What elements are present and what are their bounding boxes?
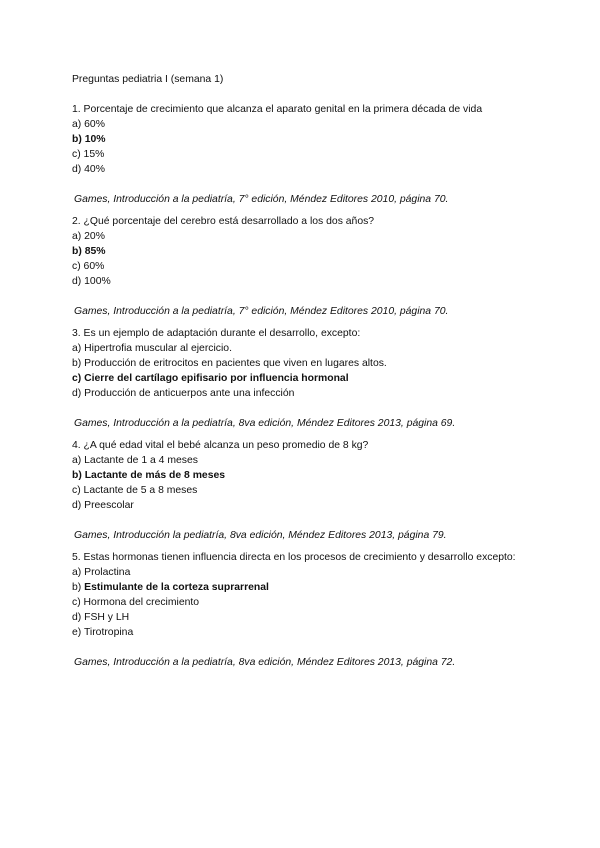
option-c-correct (72, 371, 532, 386)
option-value: Hipertrofia muscular al ejercicio. (84, 343, 232, 354)
option-value: 15% (83, 149, 105, 160)
question-text: 5. Estas hormonas tienen influencia directa en los procesos de crecimiento y desarrollo excepto: (72, 552, 516, 563)
option-a (72, 453, 532, 468)
reference-citation: Games, Introducción a la pediatría, 7° edición, Méndez Editores 2010, página 70. (74, 306, 449, 317)
option-c (72, 259, 532, 274)
option-label: b) (72, 246, 85, 257)
question-5 (72, 550, 532, 670)
option-label: d) (72, 276, 85, 287)
option-value: Cierre del cartílago epifisario por influencia hormonal (84, 373, 349, 384)
option-value: Tirotropina (83, 627, 134, 638)
option-value: Lactante de más de 8 meses (84, 470, 226, 481)
option-label: e) (72, 627, 84, 638)
option-a (72, 117, 532, 132)
option-a (72, 341, 532, 356)
option-label: d) (72, 612, 85, 623)
reference-citation: Games, Introducción a la pediatría, 8va edición, Méndez Editores 2013, página 72. (74, 657, 456, 668)
option-value: Producción de anticuerpos ante una infección (84, 388, 295, 399)
option-label: a) (72, 567, 85, 578)
option-d (72, 386, 532, 401)
reference-citation: Games, Introducción a la pediatría, 8va edición, Méndez Editores 2013, página 69. (74, 418, 456, 429)
option-value: Lactante de 1 a 4 meses (84, 455, 198, 466)
option-label: a) (72, 343, 85, 354)
question-1 (72, 102, 532, 207)
reference-citation: Games, Introducción a la pediatría, 7° edición, Méndez Editores 2010, página 70. (74, 194, 449, 205)
option-value: 85% (84, 246, 106, 257)
option-label: a) (72, 455, 85, 466)
option-value: 20% (84, 231, 105, 242)
option-label: c) (72, 373, 85, 384)
option-b-correct (72, 132, 532, 147)
option-value: FSH y LH (84, 612, 130, 623)
option-a (72, 229, 532, 244)
option-b (72, 356, 532, 371)
option-value: Prolactina (84, 567, 131, 578)
option-label: c) (72, 261, 84, 272)
option-value: 100% (84, 276, 111, 287)
question-2 (72, 214, 532, 319)
option-c (72, 483, 532, 498)
option-c (72, 147, 532, 162)
option-label: a) (72, 231, 85, 242)
question-4 (72, 438, 532, 543)
option-value: 60% (83, 261, 105, 272)
option-value: Producción de eritrocitos en pacientes que viven en lugares altos. (84, 358, 387, 369)
option-label: c) (72, 485, 84, 496)
option-b-correct (72, 468, 532, 483)
reference-citation: Games, Introducción la pediatría, 8va edición, Méndez Editores 2013, página 79. (74, 530, 447, 541)
option-value: Estimulante de la corteza suprarrenal (84, 582, 269, 593)
option-value: 60% (84, 119, 105, 130)
option-b-correct (72, 244, 532, 259)
option-value: 10% (84, 134, 106, 145)
option-label: d) (72, 388, 85, 399)
option-label: b) (72, 582, 85, 593)
option-label: b) (72, 358, 85, 369)
option-label: d) (72, 500, 85, 511)
option-a (72, 565, 532, 580)
option-e (72, 625, 532, 640)
option-value: Preescolar (84, 500, 134, 511)
question-text: 2. ¿Qué porcentaje del cerebro está desarrollado a los dos años? (72, 216, 375, 227)
option-label: b) (72, 470, 85, 481)
option-d (72, 610, 532, 625)
option-label: d) (72, 164, 85, 175)
option-label: b) (72, 134, 85, 145)
question-text: 1. Porcentaje de crecimiento que alcanza el aparato genital en la primera década de vida (72, 104, 483, 115)
option-d (72, 162, 532, 177)
option-d (72, 498, 532, 513)
option-label: c) (72, 149, 84, 160)
option-value: Lactante de 5 a 8 meses (83, 485, 198, 496)
option-label: a) (72, 119, 85, 130)
option-value: Hormona del crecimiento (83, 597, 200, 608)
option-d (72, 274, 532, 289)
question-text: 4. ¿A qué edad vital el bebé alcanza un peso promedio de 8 kg? (72, 440, 369, 451)
option-label: c) (72, 597, 84, 608)
question-3 (72, 326, 532, 431)
option-c (72, 595, 532, 610)
document-title: Preguntas pediatria I (semana 1) (72, 74, 224, 85)
option-value: 40% (84, 164, 105, 175)
option-b-correct (72, 580, 532, 595)
document-page (72, 72, 532, 692)
question-text: 3. Es un ejemplo de adaptación durante el desarrollo, excepto: (72, 328, 361, 339)
